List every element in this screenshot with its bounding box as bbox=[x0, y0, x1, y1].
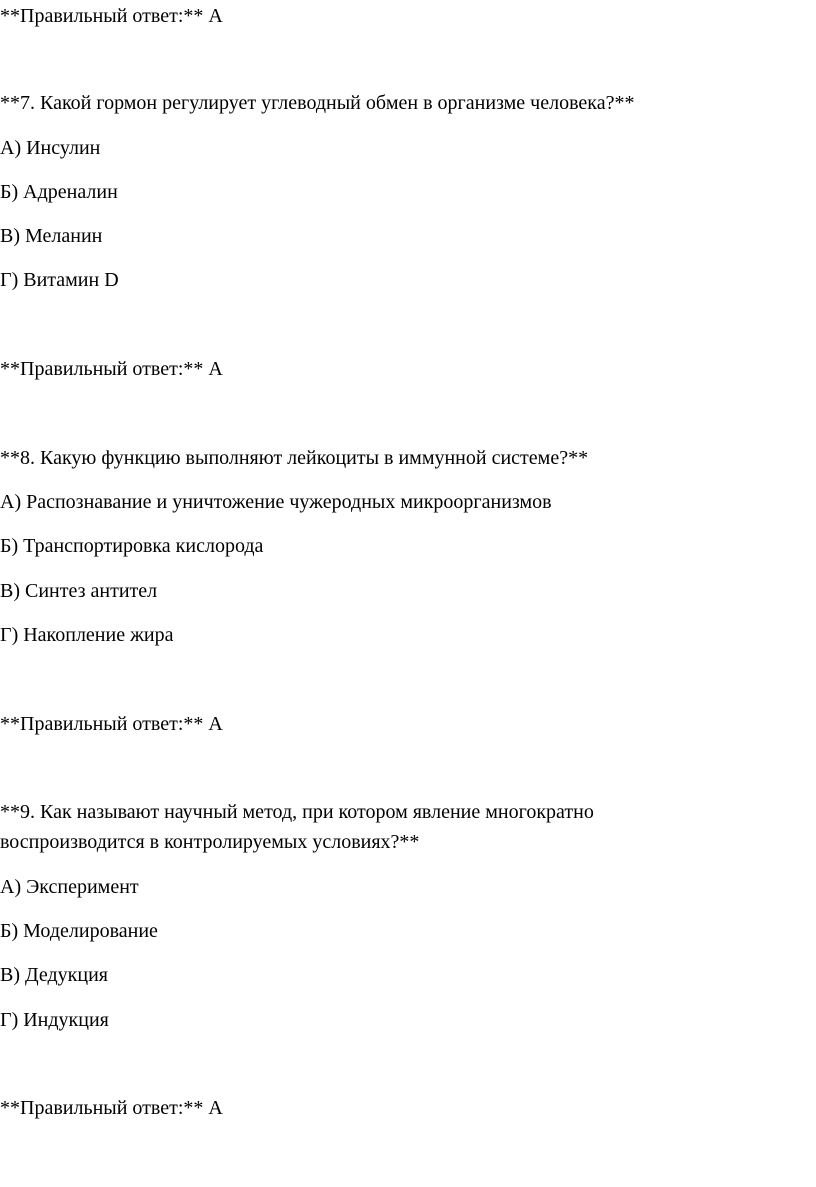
question-9-line-2: воспроизводится в контролируемых условиях?** bbox=[0, 831, 420, 853]
option-a: А) Инсулин bbox=[0, 137, 101, 159]
option-b: Б) Моделирование bbox=[0, 920, 158, 942]
option-d: Г) Витамин D bbox=[0, 269, 119, 291]
option-d: Г) Накопление жира bbox=[0, 624, 174, 646]
answer-text: **Правильный ответ:** А bbox=[0, 1097, 223, 1119]
option-c: В) Меланин bbox=[0, 225, 103, 247]
question-7: **7. Какой гормон регулирует углеводный обмен в организме человека?** bbox=[0, 92, 635, 114]
answer-text: **Правильный ответ:** А bbox=[0, 358, 223, 380]
option-a: А) Эксперимент bbox=[0, 876, 139, 898]
option-b: Б) Адреналин bbox=[0, 181, 118, 203]
option-d: Г) Индукция bbox=[0, 1009, 109, 1031]
option-a: А) Распознавание и уничтожение чужеродных микроорганизмов bbox=[0, 491, 552, 513]
answer-text: **Правильный ответ:** А bbox=[0, 713, 223, 735]
option-c: В) Дедукция bbox=[0, 964, 108, 986]
answer-text: **Правильный ответ:** А bbox=[0, 5, 223, 27]
option-b: Б) Транспортировка кислорода bbox=[0, 535, 264, 557]
question-8: **8. Какую функцию выполняют лейкоциты в иммунной системе?** bbox=[0, 447, 589, 469]
question-9-line-1: **9. Как называют научный метод, при котором явление многократно bbox=[0, 801, 594, 823]
option-c: В) Синтез антител bbox=[0, 580, 158, 602]
